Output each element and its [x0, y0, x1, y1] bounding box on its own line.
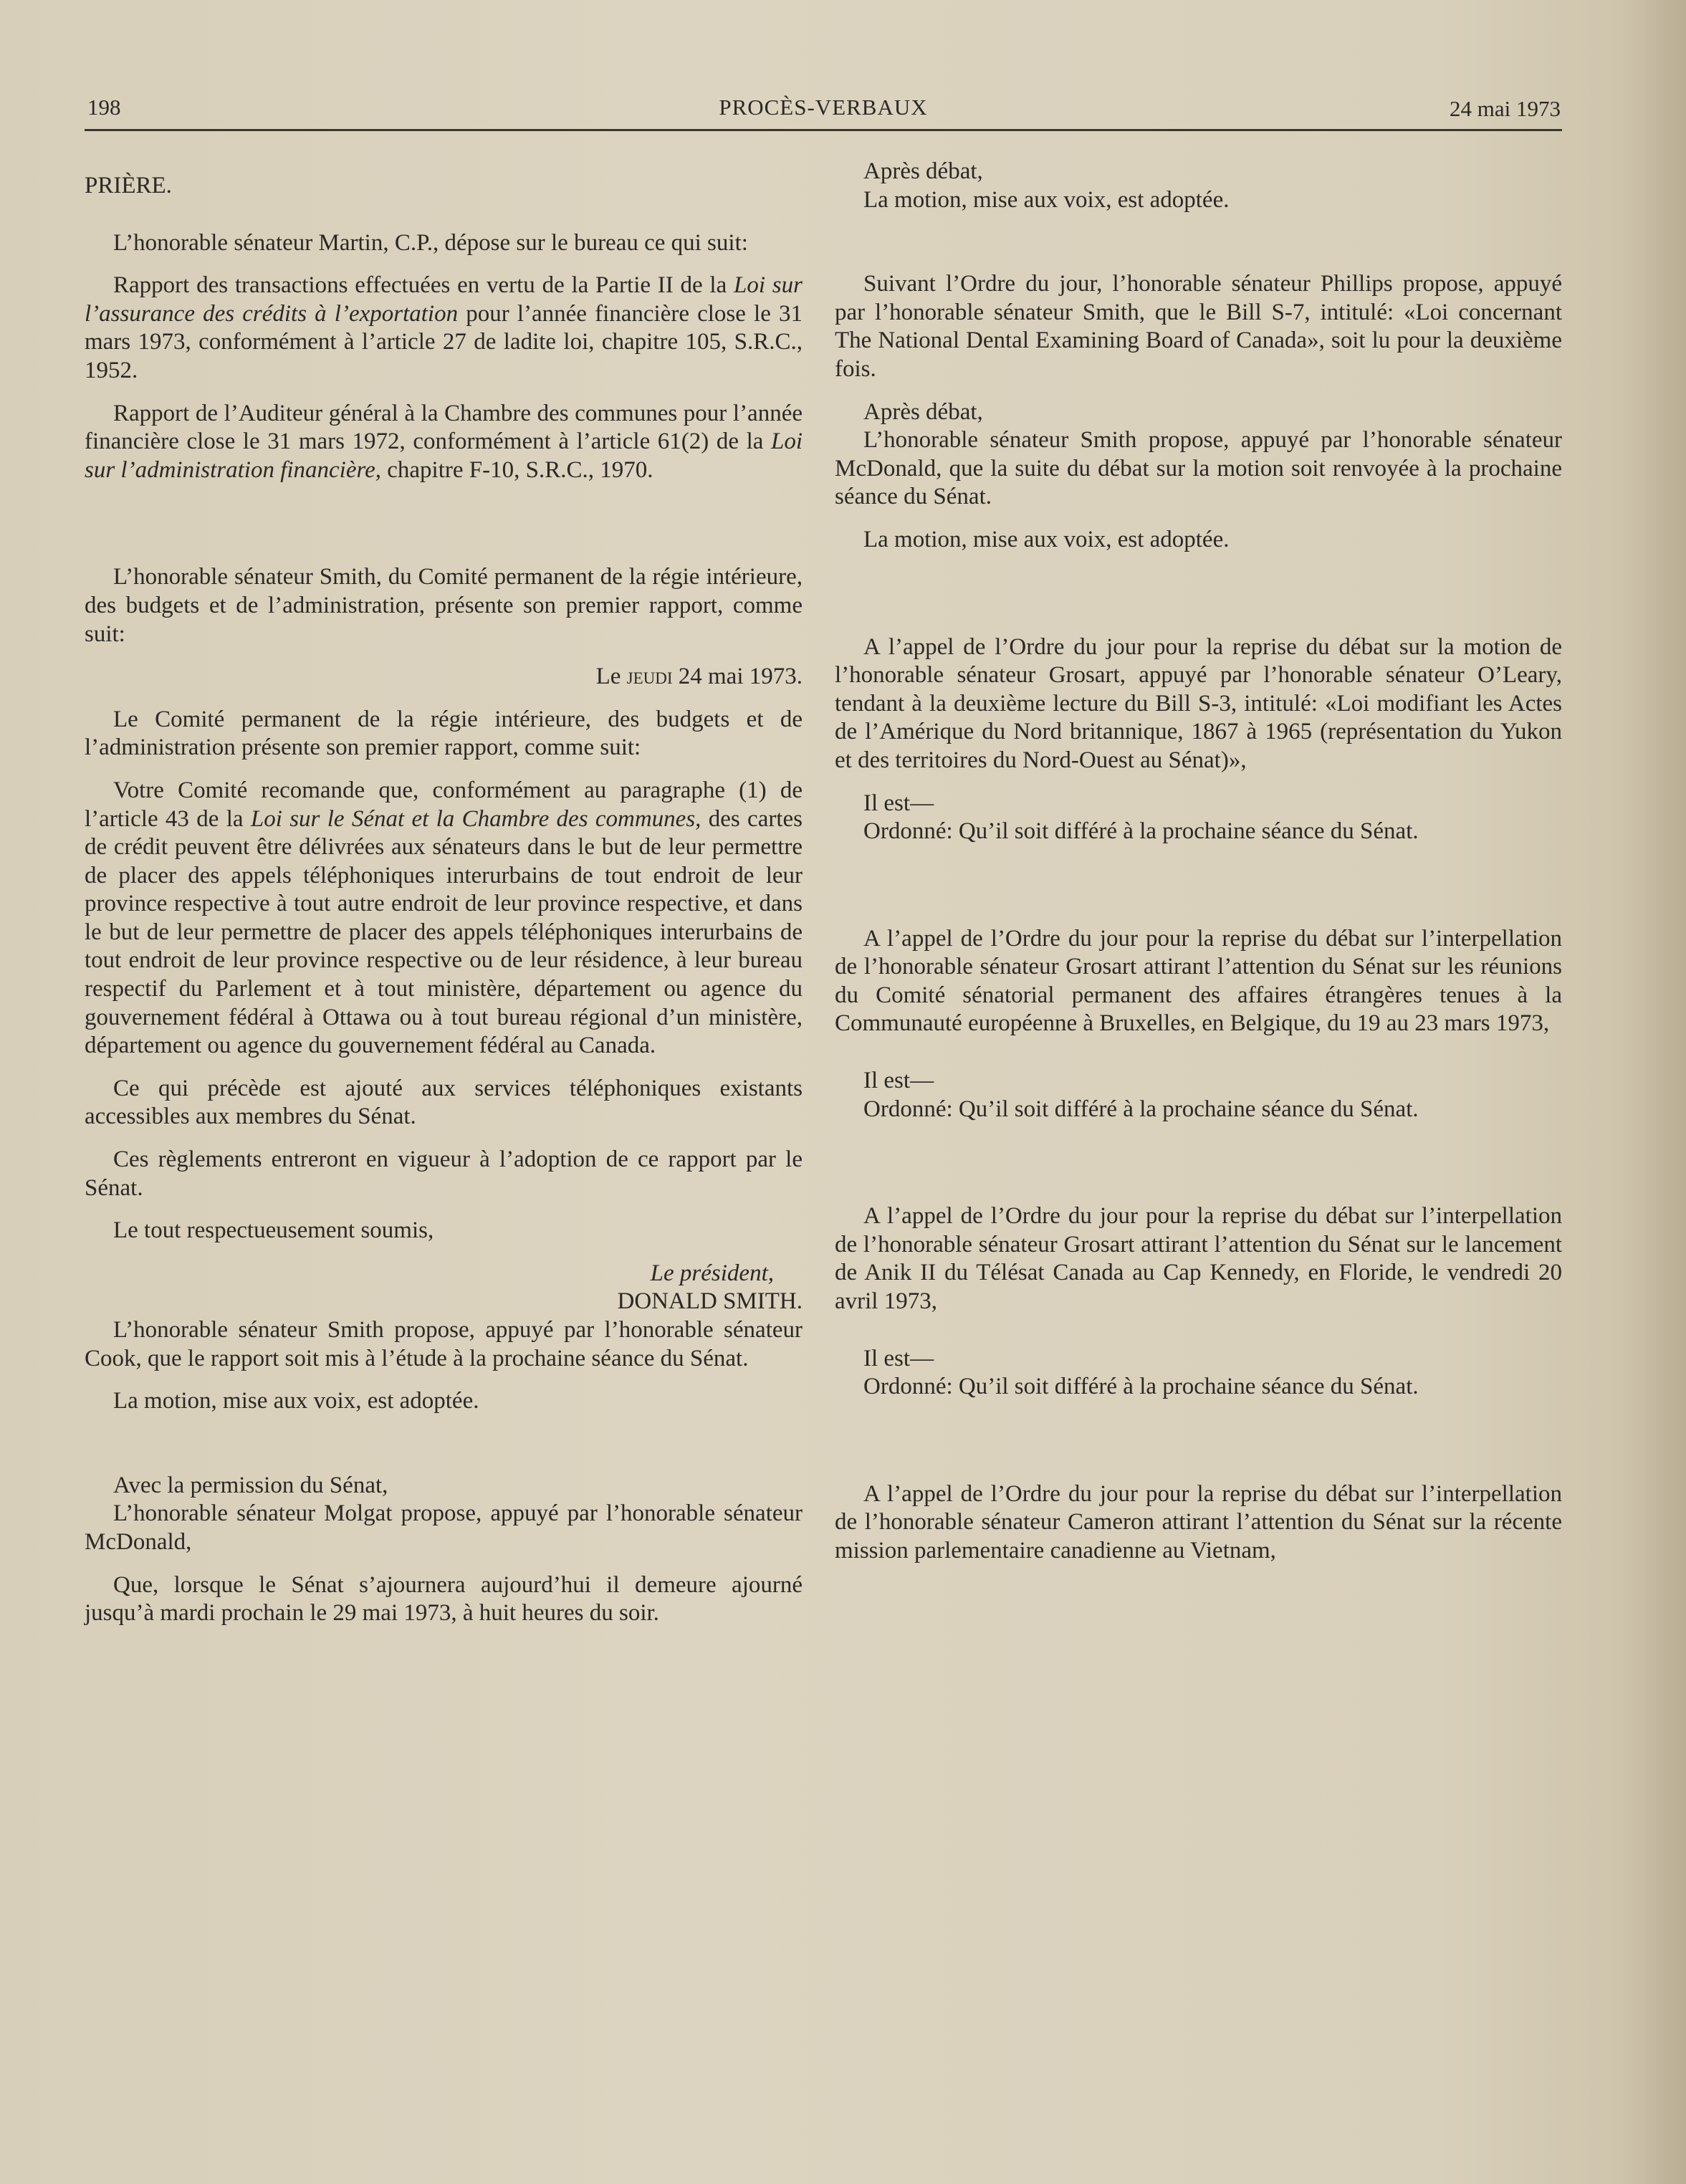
page-number: 198: [87, 95, 121, 120]
signature-name: DONALD SMITH.: [617, 1288, 803, 1315]
paragraph: A l’appel de l’Ordre du jour pour la reprise du débat sur l’interpellation de l’honorable sénateur Cameron attirant l’attention du Sénat sur la récente mission parlementaire canadienne au Vietnam,: [835, 1480, 1562, 1563]
left-column: [85, 172, 803, 1628]
paragraph: Ce qui précède est ajouté aux services téléphoniques existants accessibles aux membres du Sénat.: [85, 1075, 803, 1130]
paragraph: Après débat,: [863, 158, 983, 184]
right-column: [835, 158, 1562, 1566]
report-date: Le jeudi 24 mai 1973.: [595, 664, 803, 690]
signature-title: Le président,: [650, 1260, 774, 1286]
paragraph: Ordonné: Qu’il soit différé à la prochaine séance du Sénat.: [863, 818, 1419, 845]
paragraph: L’honorable sénateur Martin, C.P., dépose sur le bureau ce qui suit:: [113, 229, 748, 256]
paragraph: A l’appel de l’Ordre du jour pour la reprise du débat sur l’interpellation de l’honorable sénateur Grosart attirant l’attention du Sénat sur les réunions du Comité sénatorial permanent des affaires étrangères tenues à la Communauté européenne à Bruxelles, en Belgique, du 19 au 23 mars 1973,: [835, 925, 1562, 1037]
paragraph: A l’appel de l’Ordre du jour pour la reprise du débat sur la motion de l’honorable sénateur Grosart, appuyé par l’honorable sénateur O’Leary, tendant à la deuxième lecture du Bill S-3, intitulé: «Loi modifiant les Actes de l’Amérique du Nord britannique, 1867 à 1965 (représentation du Yukon et des territoires du Nord-Ouest au Sénat)»,: [835, 633, 1562, 773]
paragraph: Après débat,: [863, 398, 983, 425]
paragraph: Votre Comité recomande que, conformément au paragraphe (1) de l’article 43 de la Loi sur le Sénat et la Chambre des communes, des cartes de crédit peuvent être délivrées aux sénateurs dans le but de leur permettre de placer des appels téléphoniques interurbains de tout endroit de leur province respective à tout autre endroit de leur province respective, et dans le but de leur permettre de placer des appels téléphoniques interurbains de tout endroit de leur province respective ou de leur résidence, à leur bureau respectif du Parlement et à tout ministère, département ou agence du gouvernement fédéral à Ottawa ou à tout bureau régional d’un ministère, département ou agence du gouvernement fédéral au Canada.: [85, 777, 803, 1059]
paragraph: L’honorable sénateur Smith, du Comité permanent de la régie intérieure, des budgets et de l’administration, présente son premier rapport, comme suit:: [85, 564, 803, 647]
paragraph: Ces règlements entreront en vigueur à l’adoption de ce rapport par le Sénat.: [85, 1146, 803, 1201]
priere-heading: PRIÈRE.: [85, 173, 172, 198]
paragraph: L’honorable sénateur Smith propose, appuyé par l’honorable sénateur Cook, que le rapport soit mis à l’étude à la prochaine séance du Sénat.: [85, 1317, 803, 1371]
paragraph: Avec la permission du Sénat,: [113, 1472, 388, 1498]
paragraph: Rapport des transactions effectuées en vertu de la Partie II de la Loi sur l’assurance des crédits à l’exportation pour l’année financière close le 31 mars 1973, conformément à l’article 27 de ladite loi, chapitre 105, S.R.C., 1952.: [85, 272, 803, 383]
paragraph: L’honorable sénateur Smith propose, appuyé par l’honorable sénateur McDonald, que la suite du débat sur la motion soit renvoyée à la prochaine séance du Sénat.: [835, 427, 1562, 510]
paragraph: Que, lorsque le Sénat s’ajournera aujourd’hui il demeure ajourné jusqu’à mardi prochain le 29 mai 1973, à huit heures du soir.: [85, 1571, 803, 1627]
paragraph: La motion, mise aux voix, est adoptée.: [863, 186, 1230, 213]
paragraph: Il est—: [863, 1345, 934, 1371]
paragraph: Ordonné: Qu’il soit différé à la prochaine séance du Sénat.: [863, 1096, 1419, 1122]
paragraph: Il est—: [863, 790, 934, 816]
paragraph: La motion, mise aux voix, est adoptée.: [863, 526, 1230, 552]
paragraph: A l’appel de l’Ordre du jour pour la reprise du débat sur l’interpellation de l’honorable sénateur Grosart attirant l’attention du Sénat sur le lancement de Anik II du Télésat Canada au Cap Kennedy, en Floride, le vendredi 20 avril 1973,: [835, 1203, 1562, 1315]
paragraph: Le tout respectueusement soumis,: [113, 1217, 434, 1244]
paragraph: Suivant l’Ordre du jour, l’honorable sénateur Phillips propose, appuyé par l’honorable sénateur Smith, que le Bill S-7, intitulé: «Loi concernant The National Dental Examining Board of Canada», soit lu pour la deuxième fois.: [835, 271, 1562, 382]
paragraph: La motion, mise aux voix, est adoptée.: [113, 1388, 479, 1414]
paragraph: Le Comité permanent de la régie intérieure, des budgets et de l’administration présente son premier rapport, comme suit:: [85, 706, 803, 761]
page-header: [85, 92, 1562, 131]
running-title: PROCÈS-VERBAUX: [719, 95, 928, 120]
header-date: 24 mai 1973: [1450, 96, 1561, 121]
paragraph: L’honorable sénateur Molgat propose, appuyé par l’honorable sénateur McDonald,: [85, 1500, 803, 1555]
paragraph: Rapport de l’Auditeur général à la Chambre des communes pour l’année financière close le 31 mars 1972, conformément à l’article 61(2) de la Loi sur l’administration financière, chapitre F-10, S.R.C., 1970.: [85, 400, 803, 483]
paragraph: Ordonné: Qu’il soit différé à la prochaine séance du Sénat.: [863, 1374, 1419, 1400]
paragraph: Il est—: [863, 1068, 934, 1094]
